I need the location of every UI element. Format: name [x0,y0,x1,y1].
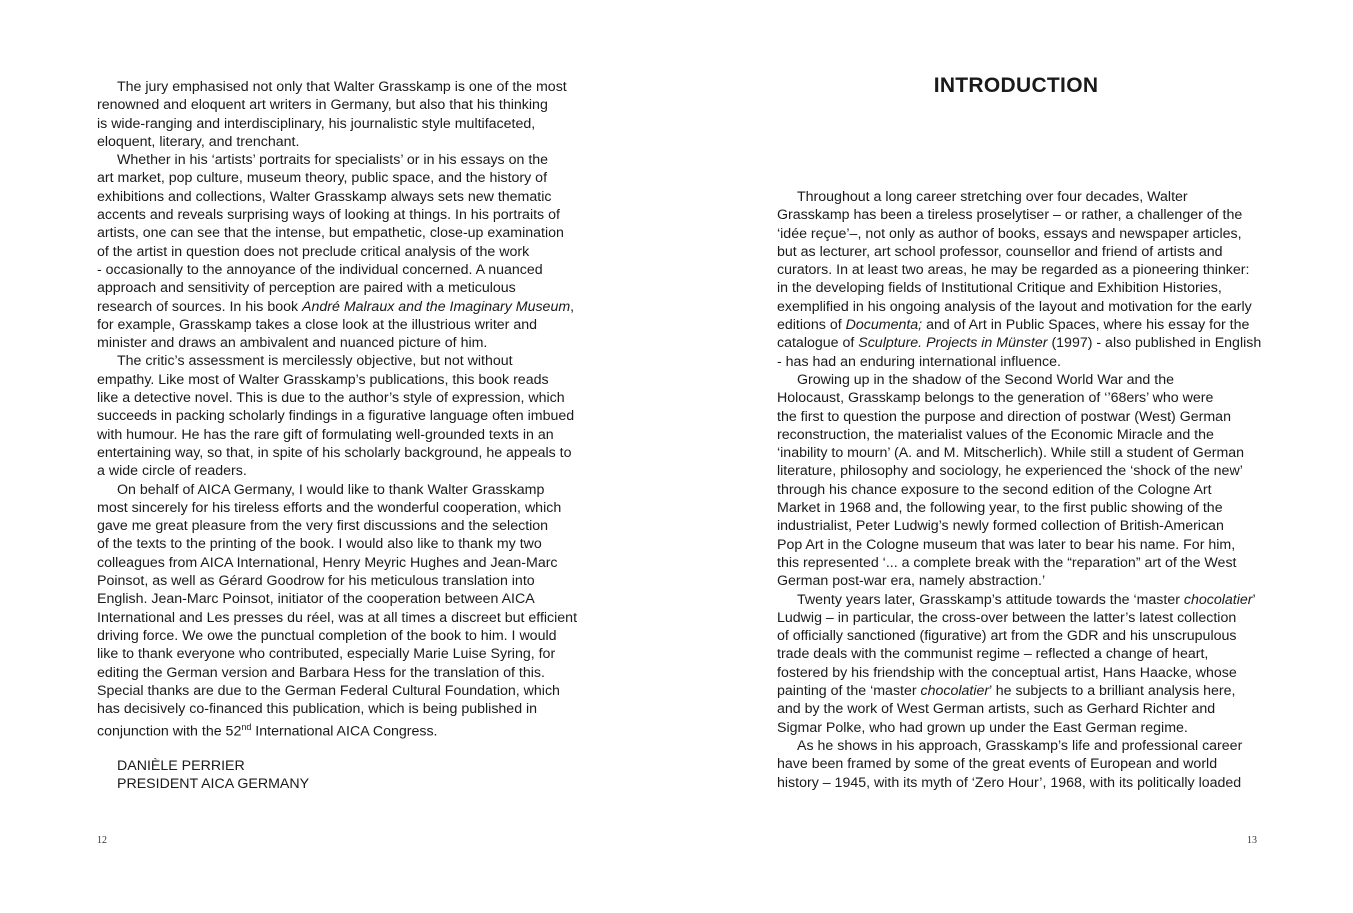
text-line: conjunction with the 52nd International AICA Congress. [97,722,438,741]
text-line: entertaining way, so that, in spite of his scholarly background, he appeals to [97,444,572,461]
text-line: of the artist in question does not preclude critical analysis of the work [97,243,530,260]
text-line: Pop Art in the Cologne museum that was later to bear his name. For him, [777,536,1236,553]
left-page-body-text [97,78,578,741]
left-page [0,0,676,913]
signature-name: DANIÈLE PERRIER [117,758,245,774]
text-line: Holocaust, Grasskamp belongs to the generation of ‘’68ers’ who were [777,390,1214,407]
text-line: exhibitions and collections, Walter Grasskamp always sets new thematic [97,188,552,205]
text-line: The critic’s assessment is mercilessly objective, but not without [117,353,513,370]
signature-title: PRESIDENT AICA GERMANY [117,776,310,793]
text-line: ‘idée reçue’–, not only as author of books, essays and newspaper articles, [777,225,1242,242]
text-line: of officially sanctioned (figurative) art from the GDR and his unscrupulous [777,628,1237,645]
text-line: succeeds in packing scholarly findings in a figurative language often imbued [97,408,575,425]
text-line: minister and draws an ambivalent and nuanced picture of him. [97,335,488,352]
text-line: history – 1945, with its myth of ‘Zero Hour’, 1968, with its politically loaded [777,774,1242,791]
text-line: have been framed by some of the great events of European and world [777,756,1218,773]
page-number-right: 13 [1247,835,1257,846]
text-line: has decisively co-financed this publication, which is being published in [97,701,538,718]
text-line: International and Les presses du réel, was at all times a discreet but efficient [97,609,578,626]
text-line: English. Jean-Marc Poinsot, initiator of the cooperation between AICA [97,591,535,608]
text-line: ‘inability to mourn’ (A. and M. Mitscherlich). While still a student of German [777,445,1245,462]
text-line: catalogue of Sculpture. Projects in Münster (1997) - also published in English [777,335,1262,352]
page-number-left: 12 [97,835,107,846]
text-line: - occasionally to the annoyance of the individual concerned. A nuanced [97,261,543,278]
text-line: trade deals with the communist regime – reflected a change of heart, [777,646,1209,663]
text-line: industrialist, Peter Ludwig’s newly formed collection of British-American [777,518,1224,535]
text-line: gave me great pleasure from the very first discussions and the selection [97,518,549,535]
right-page [676,0,1353,913]
text-line: Whether in his ‘artists’ portraits for specialists’ or in his essays on the [117,152,549,169]
text-line: the first to question the purpose and direction of postwar (West) German [777,408,1231,425]
text-line: this represented ‘... a complete break with the “reparation” art of the West [777,554,1237,571]
text-line: Grasskamp has been a tireless proselytiser – or rather, a challenger of the [777,207,1243,224]
text-line: for example, Grasskamp takes a close look at the illustrious writer and [97,316,537,333]
right-page-body-text [777,188,1261,792]
text-line: Special thanks are due to the German Federal Cultural Foundation, which [97,682,560,699]
text-line: Market in 1968 and, the following year, to the first public showing of the [777,500,1223,517]
text-line: fostered by his friendship with the conceptual artist, Hans Haacke, whose [777,664,1237,681]
chapter-heading: INTRODUCTION [933,74,1099,97]
text-line: and by the work of West German artists, such as Gerhard Richter and [777,701,1216,718]
text-line: like a detective novel. This is due to the author’s style of expression, which [97,390,565,407]
text-line: - has had an enduring international influence. [777,353,1061,370]
text-line: most sincerely for his tireless efforts and the wonderful cooperation, which [97,499,562,516]
text-line: Throughout a long career stretching over four decades, Walter [797,189,1188,205]
text-line: with humour. He has the rare gift of formulating well-grounded texts in an [97,426,554,443]
text-line: Ludwig – in particular, the cross-over between the latter’s latest collection [777,609,1237,626]
text-line: approach and sensitivity of perception are paired with a meticulous [97,280,516,297]
text-line: Growing up in the shadow of the Second World War and the [797,371,1174,388]
text-line: Sigmar Polke, who had grown up under the East German regime. [777,719,1188,736]
text-line: a wide circle of readers. [97,463,247,480]
text-line: German post-war era, namely abstraction.’ [777,573,1046,590]
text-line: eloquent, literary, and trenchant. [97,133,300,150]
text-line: accents and reveals surprising ways of looking at things. In his portraits of [97,207,560,224]
text-line: exemplified in his ongoing analysis of the layout and motivation for the early [777,298,1252,315]
text-line: Twenty years later, Grasskamp’s attitude towards the ‘master chocolatier’ [797,591,1256,608]
text-line: literature, philosophy and sociology, he experienced the ‘shock of the new’ [777,463,1243,480]
text-line: driving force. We owe the punctual completion of the book to him. I would [97,627,557,644]
text-line: reconstruction, the materialist values of the Economic Miracle and the [777,426,1214,443]
text-line: of the texts to the printing of the book. I would also like to thank my two [97,536,542,553]
text-line: through his chance exposure to the second edition of the Cologne Art [777,481,1212,498]
text-line: curators. In at least two areas, he may be regarded as a pioneering thinker: [777,262,1250,279]
text-line: colleagues from AICA International, Henry Meyric Hughes and Jean-Marc [97,554,558,571]
text-line: As he shows in his approach, Grasskamp’s life and professional career [797,737,1243,754]
text-line: like to thank everyone who contributed, especially Marie Luise Syring, for [97,646,556,663]
text-line: renowned and eloquent art writers in Germany, but also that his thinking [97,97,548,114]
text-line: artists, one can see that the intense, but empathetic, close-up examination [97,225,564,242]
text-line: research of sources. In his book André Malraux and the Imaginary Museum, [97,298,575,315]
text-line: in the developing fields of Institutional Critique and Exhibition Histories, [777,280,1222,297]
text-line: Poinsot, as well as Gérard Goodrow for his meticulous translation into [97,573,535,590]
text-line: editions of Documenta; and of Art in Public Spaces, where his essay for the [777,317,1250,334]
text-line: but as lecturer, art school professor, counsellor and friend of artists and [777,243,1223,260]
text-line: The jury emphasised not only that Walter Grasskamp is one of the most [117,79,567,95]
text-line: On behalf of AICA Germany, I would like to thank Walter Grasskamp [117,481,545,498]
text-line: art market, pop culture, museum theory, public space, and the history of [97,170,548,187]
signature-block [117,757,309,794]
text-line: empathy. Like most of Walter Grasskamp’s publications, this book reads [97,371,549,388]
text-line: is wide-ranging and interdisciplinary, his journalistic style multifaceted, [97,115,536,132]
text-line: editing the German version and Barbara Hess for the translation of this. [97,664,545,681]
text-line: painting of the ‘master chocolatier’ he subjects to a brilliant analysis here, [777,683,1236,700]
